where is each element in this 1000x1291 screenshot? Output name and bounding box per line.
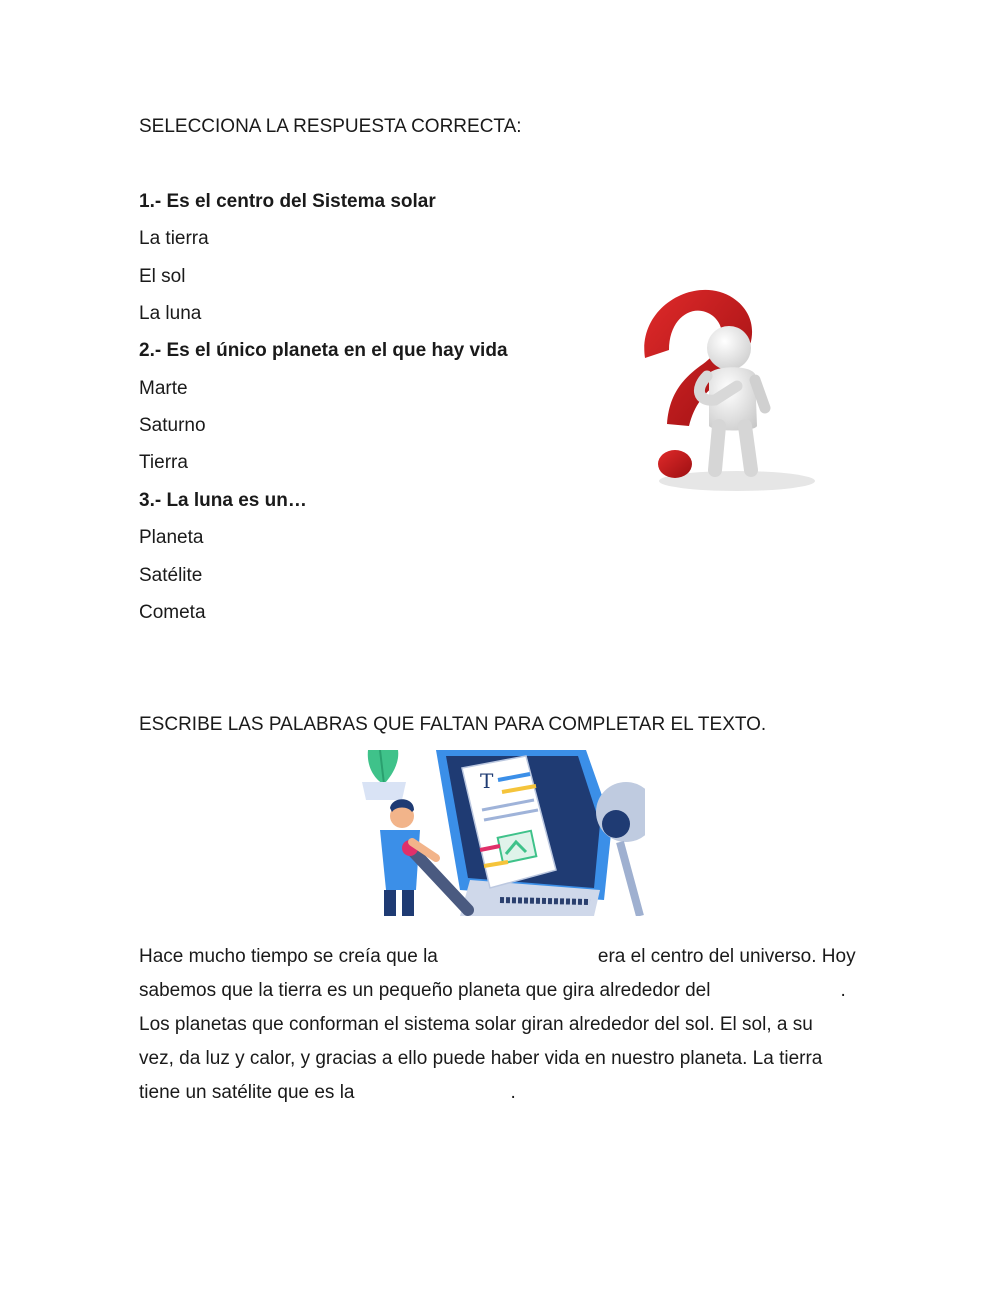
- paragraph-line-3: Los planetas que conforman el sistema solar giran alrededor del sol. El sol, a su: [139, 1014, 813, 1035]
- paragraph-line-5: [139, 1081, 516, 1115]
- svg-text:T: T: [480, 769, 494, 793]
- paragraph-text: tiene un satélite que es la: [139, 1082, 355, 1103]
- section1-heading: SELECCIONA LA RESPUESTA CORRECTA:: [139, 116, 522, 137]
- paragraph-text: .: [840, 980, 846, 1001]
- q1-option-2[interactable]: El sol: [139, 266, 186, 287]
- q2-option-1[interactable]: Marte: [139, 378, 188, 399]
- paragraph-text: Hace mucho tiempo se creía que la: [139, 946, 438, 967]
- paragraph-line-2: [139, 979, 846, 1013]
- q3-option-3[interactable]: Cometa: [139, 602, 206, 623]
- paragraph-line-1: [139, 945, 856, 979]
- question-1: 1.- Es el centro del Sistema solar: [139, 191, 436, 212]
- document-laptop-icon: [350, 750, 645, 916]
- blank-input-3[interactable]: [363, 1082, 507, 1104]
- question-2: 2.- Es el único planeta en el que hay vida: [139, 340, 508, 361]
- paragraph-text: .: [510, 1082, 516, 1103]
- q3-option-2[interactable]: Satélite: [139, 565, 203, 586]
- q1-option-3[interactable]: La luna: [139, 303, 202, 324]
- q2-option-3[interactable]: Tierra: [139, 452, 188, 473]
- question-3: 3.- La luna es un…: [139, 490, 307, 511]
- section2-heading: ESCRIBE LAS PALABRAS QUE FALTAN PARA COMPLETAR EL TEXTO.: [139, 714, 767, 735]
- blank-input-2[interactable]: [718, 980, 836, 1002]
- blank-input-1[interactable]: [446, 946, 586, 968]
- paragraph-text: era el centro del universo. Hoy: [597, 946, 856, 967]
- paragraph-text: sabemos que la tierra es un pequeño planeta que gira alrededor del: [139, 980, 711, 1001]
- q1-option-1[interactable]: La tierra: [139, 228, 209, 249]
- q2-option-2[interactable]: Saturno: [139, 415, 206, 436]
- paragraph-line-4: vez, da luz y calor, y gracias a ello puede haber vida en nuestro planeta. La tierra: [139, 1048, 823, 1069]
- question-mark-figure-icon: [587, 276, 823, 502]
- q3-option-1[interactable]: Planeta: [139, 527, 204, 548]
